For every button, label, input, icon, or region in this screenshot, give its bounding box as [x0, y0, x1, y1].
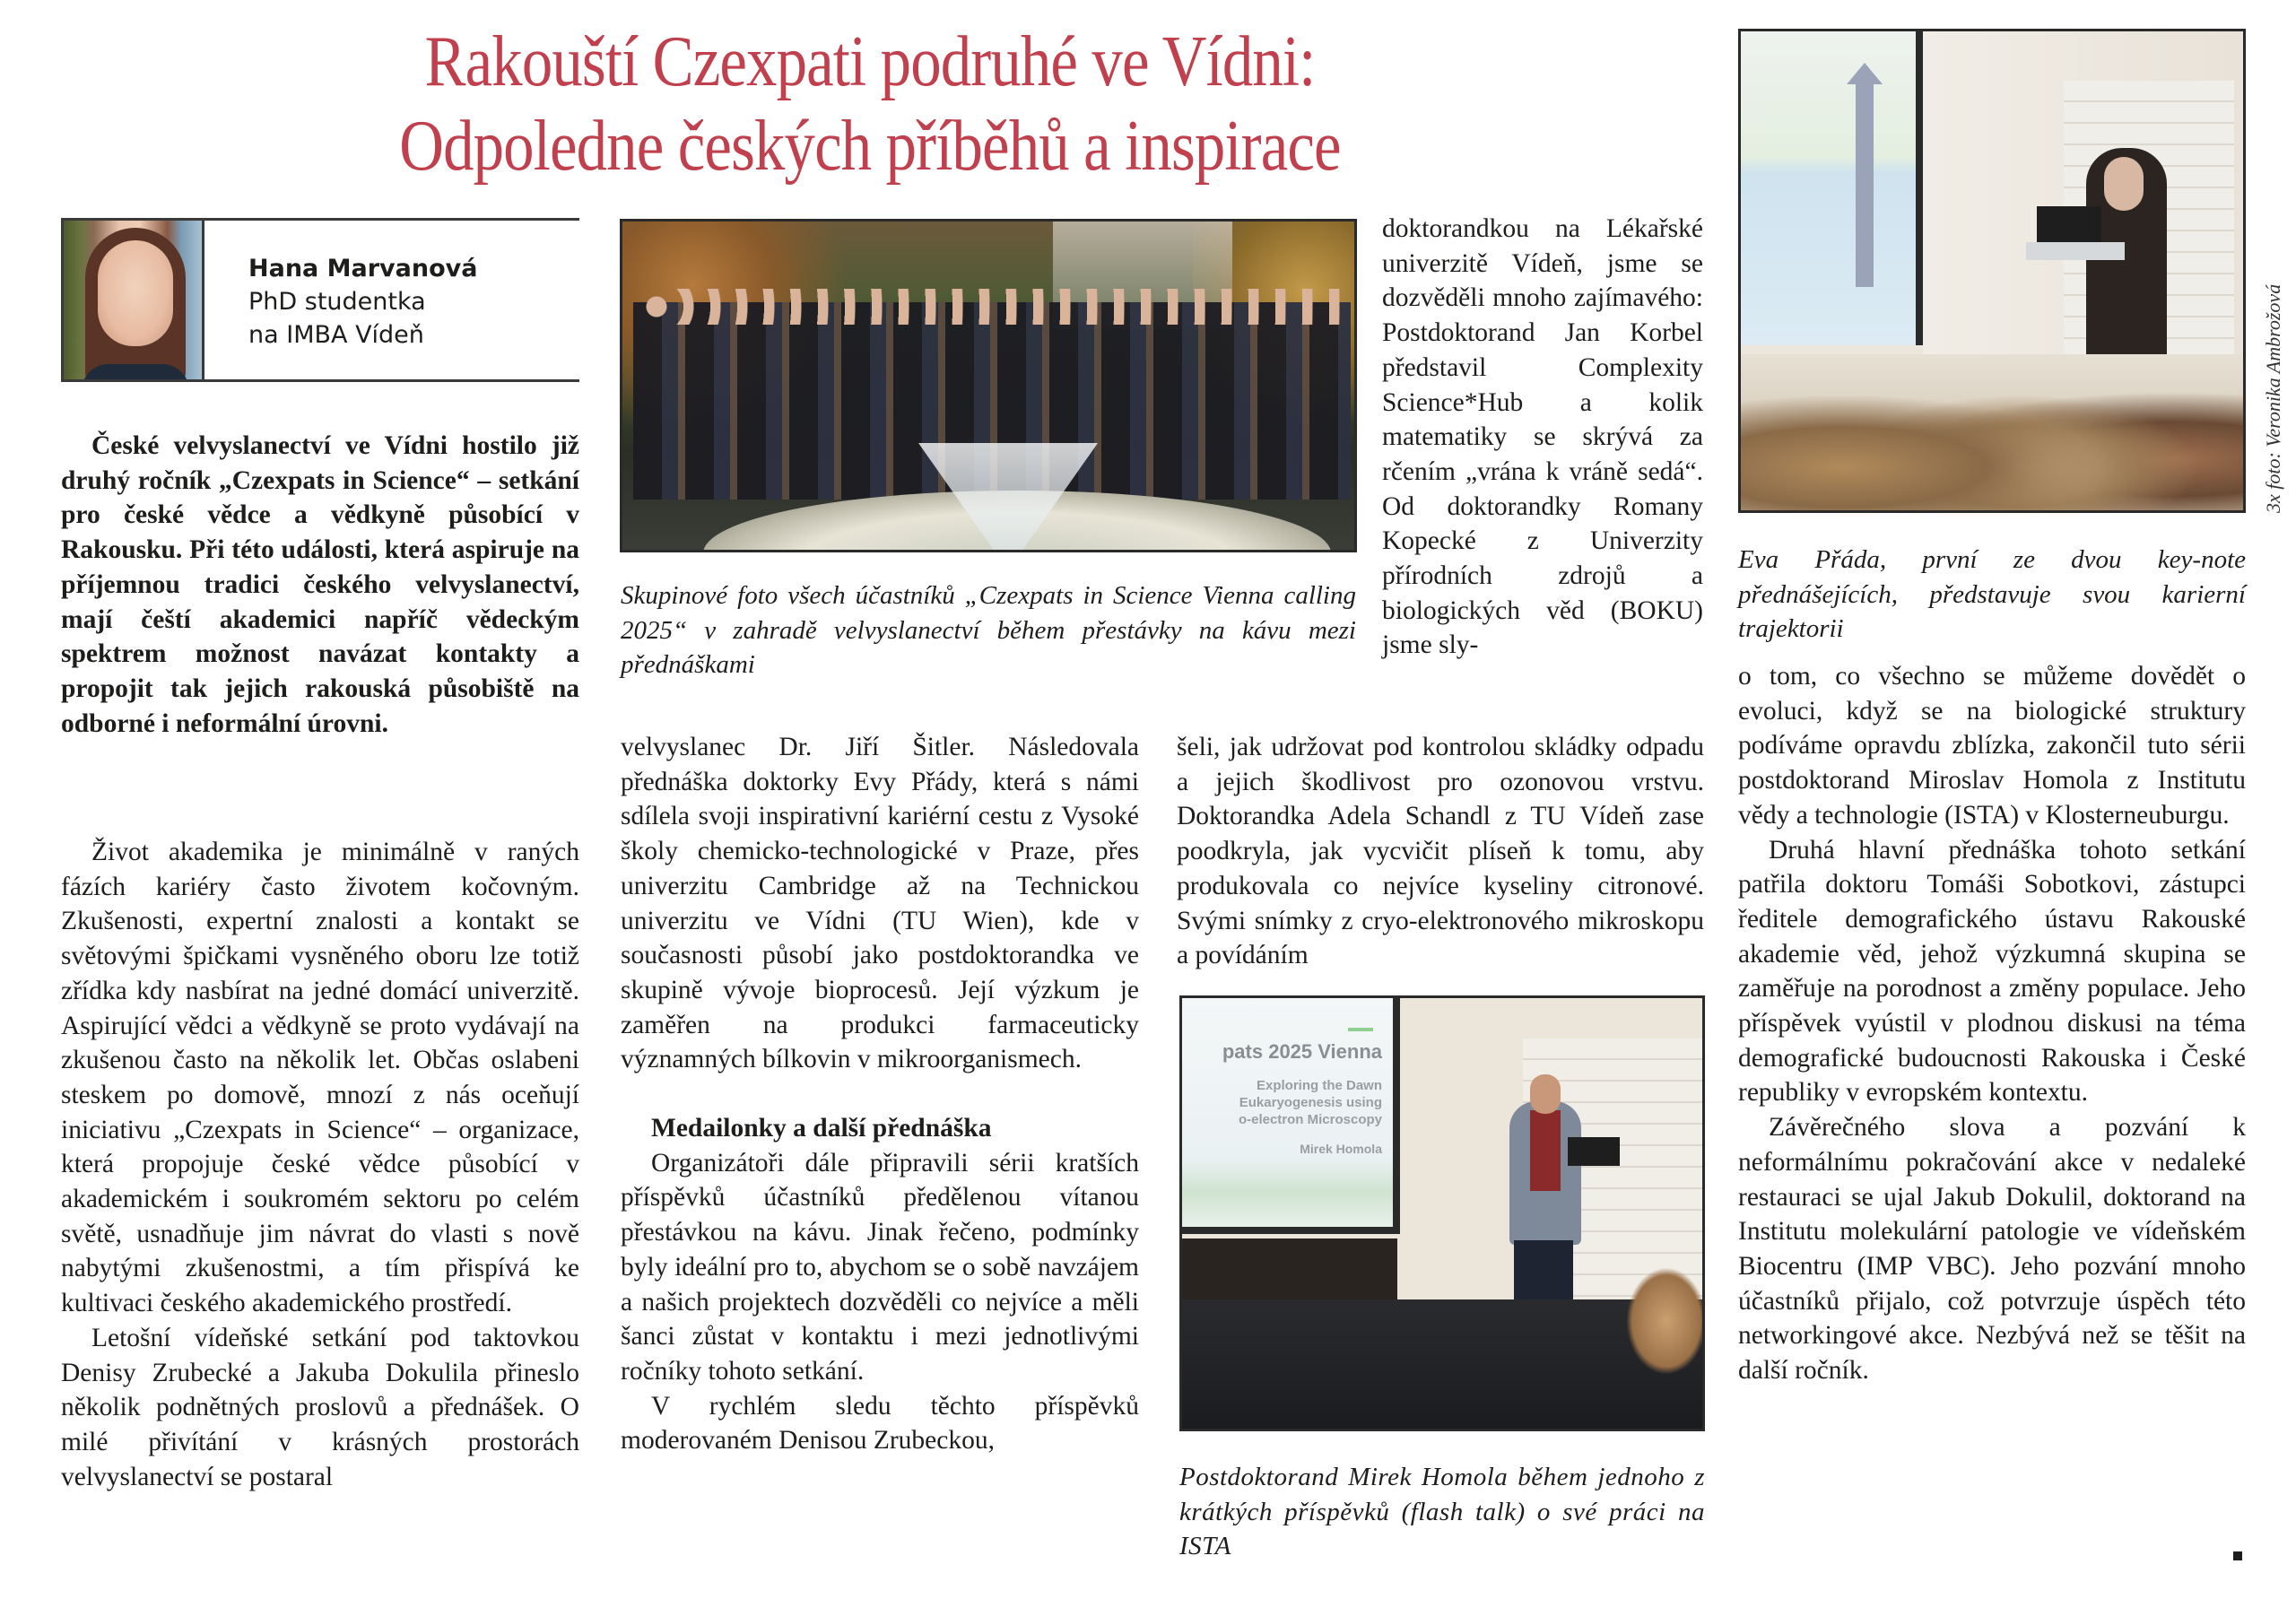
column-3-top	[1382, 212, 1703, 663]
body-paragraph: Závěrečného slova a pozvání k neformálnímu pokračování akce v nedaleké restauraci se ujal Jakub Dokulil, doktorand na Institutu molekulární patologie ve vídeňském Biocentru (IMP VBC). Jeho pozvání mnoho účastníků přijalo, což potvrzuje úspěch této networkingové akce. Nezbývá než se těšit na další ročník.	[1738, 1113, 2246, 1386]
column-2	[621, 730, 1139, 1458]
keynote-speaker-caption: Eva Přáda, první ze dvou key-note přednášejících, představuje svou karierní trajektorii	[1738, 545, 2246, 643]
body-paragraph: doktorandkou na Lékařské univerzitě Vídeň, jsme se dozvěděli mnoho zajímavého: Postdoktorand Jan Korbel představil Complexity Science*Hub a kolik matematiky se skrývá za rčením „vrána k vráně sedá“. Od doktorandky Romany Kopecké z Univerzity přírodních zdrojů a biologických věd (BOKU) jsme sly-	[1382, 214, 1703, 660]
group-photo	[620, 219, 1357, 552]
keynote-speaker-photo	[1738, 29, 2246, 513]
body-paragraph: velvyslanec Dr. Jiří Šitler. Následovala přednáška doktorky Evy Přády, která s námi sdílela svoji inspirativní kariérní cestu z Vysoké školy chemicko-technologické v Praze, přes univerzitu Cambridge až na Technickou univerzitu ve Vídni (TU Wien), kde v současnosti působí jako postdoktorandka ve skupině vývoje bioprocesů. Její výzkum je zaměřen na produkci farmaceuticky významných bílkovin v mikroorganismech.	[621, 733, 1139, 1074]
title-line-2: Odpoledne českých příběhů a inspirace	[399, 107, 1341, 186]
body-paragraph: Organizátoři dále připravili sérii kratších příspěvků účastníků předělenou vítanou přestávkou na kávu. Jinak řečeno, podmínky byly ideální pro to, abychom se o sobě navzájem a našich projektech dozvěděli co nejvíce a měli šanci zůstat v kontaktu i mezi jednotlivými ročníky tohoto setkání.	[621, 1148, 1139, 1386]
group-photo-caption: Skupinové foto všech účastníků „Czexpats in Science Vienna calling 2025“ v zahradě velvyslanectví během přestávky na kávu mezi přednáškami	[621, 581, 1356, 679]
flash-talk-caption: Postdoktorand Mirek Homola během jednoho z krátkých příspěvků (flash talk) o své práci na ISTA	[1179, 1463, 1705, 1560]
author-name: Hana Marvanová	[248, 255, 478, 282]
lead-paragraph: České velvyslanectví ve Vídni hostilo již druhý ročník „Czexpats in Science“ – setkání pro české vědce a vědkyně působící v Rakousku. Při této události, která aspiruje na příjemnou tradici českého velvyslanectví, mají čeští akademici napříč vědeckým spektrem možnost navázat kontakty a propojit tak jejich rakouská působiště na odborné i neformální úrovni.	[61, 431, 579, 738]
slide-subtitle: Exploring the Dawn Eukaryogenesis using o-electron Microscopy	[1238, 1078, 1382, 1127]
slide-title: pats 2025 Vienna	[1222, 1040, 1382, 1063]
body-paragraph: V rychlém sledu těchto příspěvků moderovaném Denisou Zrubeckou,	[621, 1391, 1139, 1456]
title-line-1: Rakouští Czexpati podruhé ve Vídni:	[424, 22, 1316, 101]
column-4	[1738, 659, 2246, 1388]
flash-talk-photo	[1179, 995, 1705, 1431]
author-affiliation: na IMBA Vídeň	[248, 321, 424, 349]
photo-credit: 3x foto: Veronika Ambrožová	[2262, 283, 2284, 513]
section-subheading: Medailonky a další přednáška	[651, 1114, 992, 1143]
body-paragraph: o tom, co všechno se můžeme dovědět o evoluci, když se na biologické struktury podíváme opravdu zblízka, zakončil tuto sérii postdoktorand Miroslav Homola z Institutu vědy a technologie (ISTA) v Klosterneuburgu.	[1738, 662, 2246, 830]
body-paragraph: Život akademika je minimálně v raných fázích kariéry často životem kočovným. Zkušenosti, expertní znalosti a kontakt se světovými špičkami vysněného oboru lze totiž zřídka kdy nasbírat na jedné domácí univerzitě. Aspirující vědci a vědkyně se proto vydávají na zkušenou často na několik let. Občas oslabeni steskem po domově, mnozí z nás oceňují iniciativu „Czexpats in Science“ – organizace, která propojuje české vědce působící v akademickém i soukromém sektoru po celém světě, usnadňuje jim návrat do vlasti s nově nabytými zkušenostmi, a tím přispívá ke kultivaci českého akademického prostředí.	[61, 838, 579, 1318]
body-paragraph: Letošní vídeňské setkání pod taktovkou Denisy Zrubecké a Jakuba Dokulila přineslo několik podnětných proslovů a přednášek. O milé přivítání v krásných prostorách velvyslanectví se postaral	[61, 1323, 579, 1491]
column-3-bottom	[1177, 730, 1704, 973]
author-box	[61, 218, 579, 382]
author-portrait	[61, 221, 204, 379]
article-end-mark	[2233, 1551, 2242, 1560]
article-title	[315, 20, 1425, 188]
projection-screen	[1182, 998, 1400, 1234]
author-role: PhD studentka	[248, 288, 426, 316]
slide-presenter: Mirek Homola	[1300, 1142, 1382, 1156]
body-paragraph: šeli, jak udržovat pod kontrolou skládky odpadu a jejich škodlivost pro ozonovou vrstvu. Doktorandka Adela Schandl z TU Vídeň zase poodkryla, jak vycvičit plíseň k tomu, aby produkovala co nejvíce kyseliny citronové. Svými snímky z cryo-elektronového mikroskopu a povídáním	[1177, 733, 1704, 970]
body-paragraph: Druhá hlavní přednáška tohoto setkání patřila doktoru Tomáši Sobotkovi, zástupci ředitele demografického ústavu Rakouské akademie věd, jehož výzkumná skupina se zaměřuje na porodnost a změny populace. Jeho příspěvek vyústil v plodnou diskusi na téma demografické budoucnosti Rakouska i České republiky v evropském kontextu.	[1738, 835, 2246, 1108]
column-1	[61, 835, 579, 1494]
author-info	[248, 252, 477, 352]
